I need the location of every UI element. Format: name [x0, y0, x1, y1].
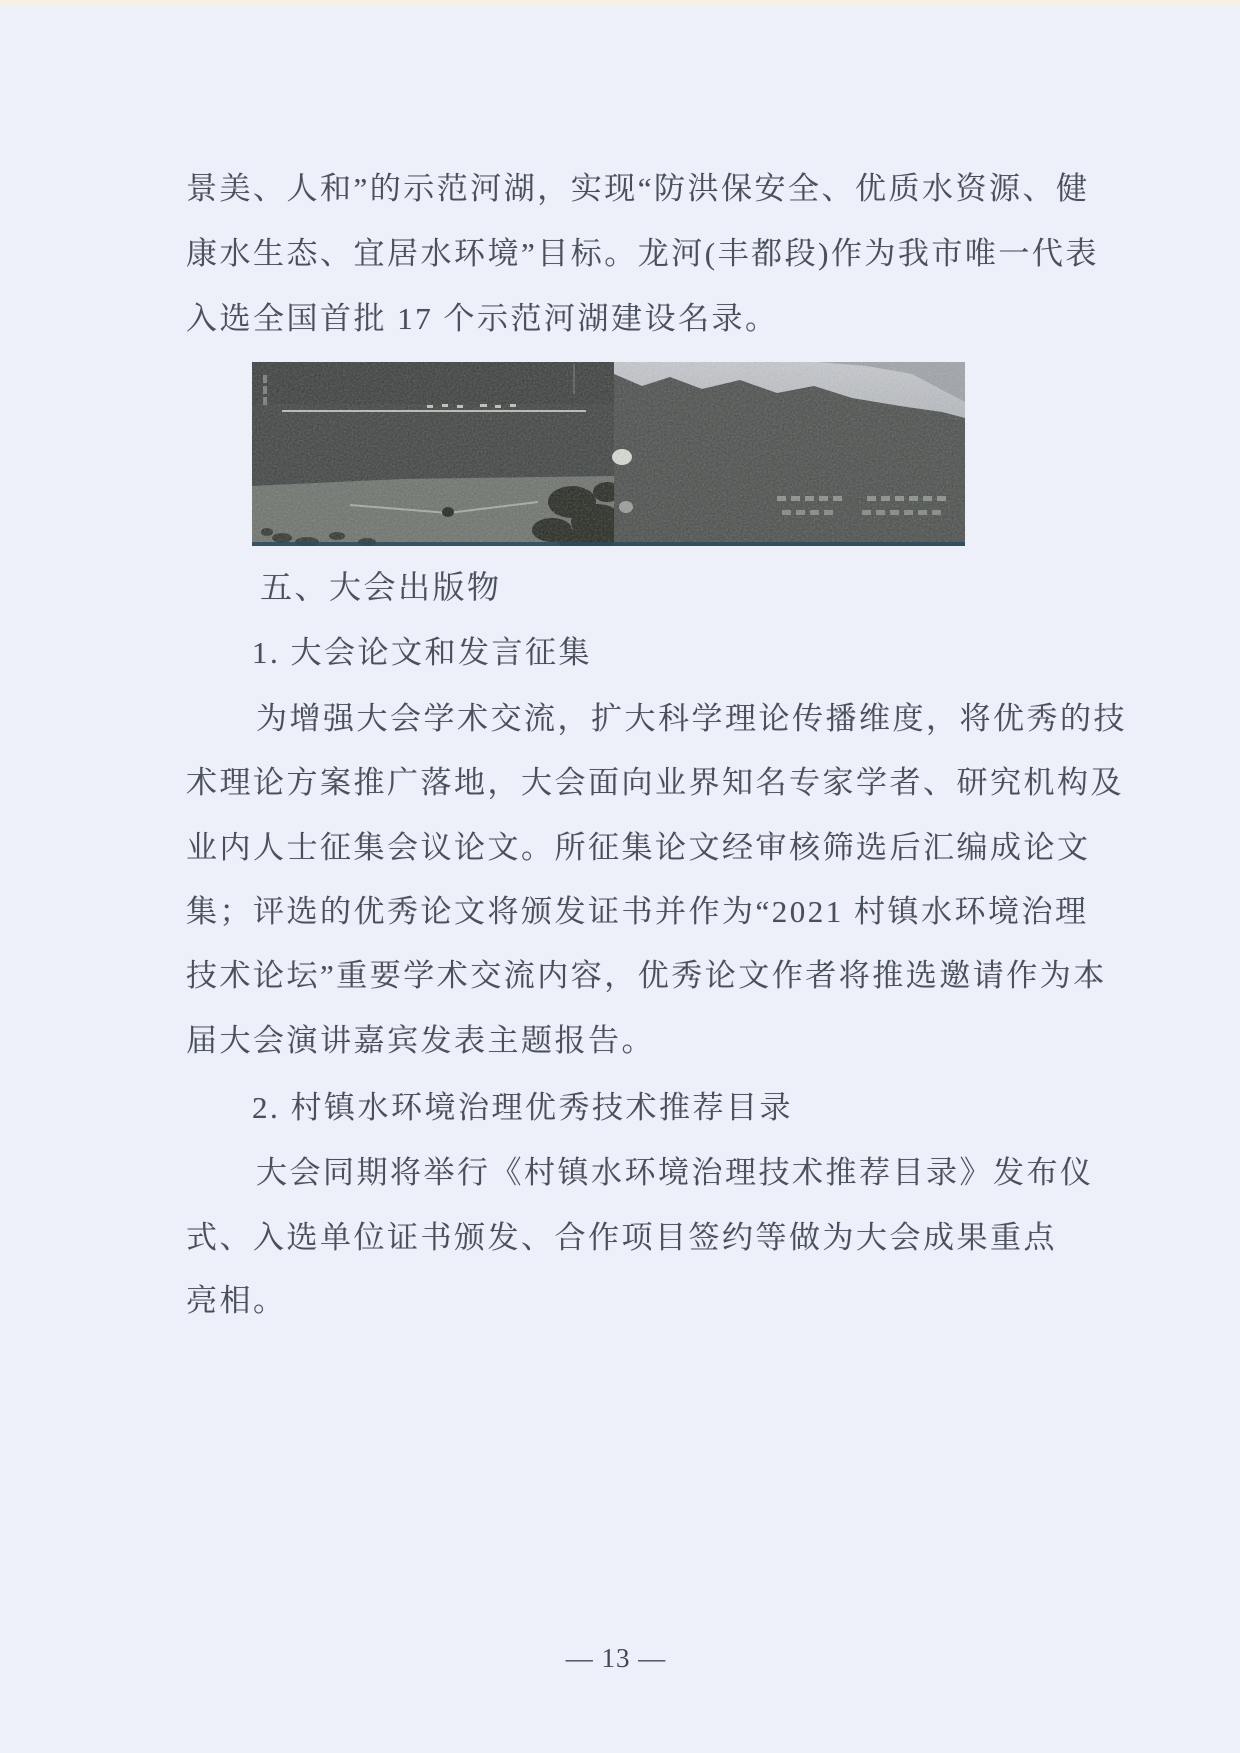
- paragraph1-line-2: 术理论方案推广落地，大会面向业界知名专家学者、研究机构及: [186, 765, 1124, 800]
- intro-line-3: 入选全国首批 17 个示范河湖建设名录。: [186, 301, 779, 336]
- page-number: — 13 —: [565, 1643, 667, 1673]
- intro-line-1: 景美、人和”的示范河湖，实现“防洪保安全、优质水资源、健: [186, 171, 1090, 206]
- item2-heading: 2. 村镇水环境治理优秀技术推荐目录: [252, 1090, 793, 1125]
- river-photo: [252, 362, 965, 546]
- paragraph1-line-3: 业内人士征集会议论文。所征集论文经审核筛选后汇编成论文: [186, 830, 1091, 865]
- paragraph1-line-6: 届大会演讲嘉宾发表主题报告。: [186, 1023, 655, 1058]
- paragraph2-line-1: 大会同期将举行《村镇水环境治理技术推荐目录》发布仪: [256, 1155, 1094, 1190]
- item1-heading: 1. 大会论文和发言征集: [252, 635, 592, 670]
- photo-bottom-edge: [252, 542, 965, 546]
- river-photo-graphic: [252, 362, 965, 546]
- scan-top-edge-strip: [0, 0, 1240, 5]
- paragraph1-line-4: 集；评选的优秀论文将颁发证书并作为“2021 村镇水环境治理: [186, 894, 1089, 929]
- paragraph2-line-3: 亮相。: [186, 1283, 287, 1318]
- intro-line-2: 康水生态、宜居水环境”目标。龙河(丰都段)作为我市唯一代表: [186, 236, 1099, 271]
- paragraph1-line-1: 为增强大会学术交流，扩大科学理论传播维度，将优秀的技: [256, 701, 1127, 736]
- section-heading: 五、大会出版物: [260, 569, 502, 605]
- paragraph2-line-2: 式、入选单位证书颁发、合作项目签约等做为大会成果重点: [186, 1220, 1057, 1255]
- photo-grain-overlay: [252, 362, 965, 546]
- paragraph1-line-5: 技术论坛”重要学术交流内容，优秀论文作者将推选邀请作为本: [186, 958, 1107, 993]
